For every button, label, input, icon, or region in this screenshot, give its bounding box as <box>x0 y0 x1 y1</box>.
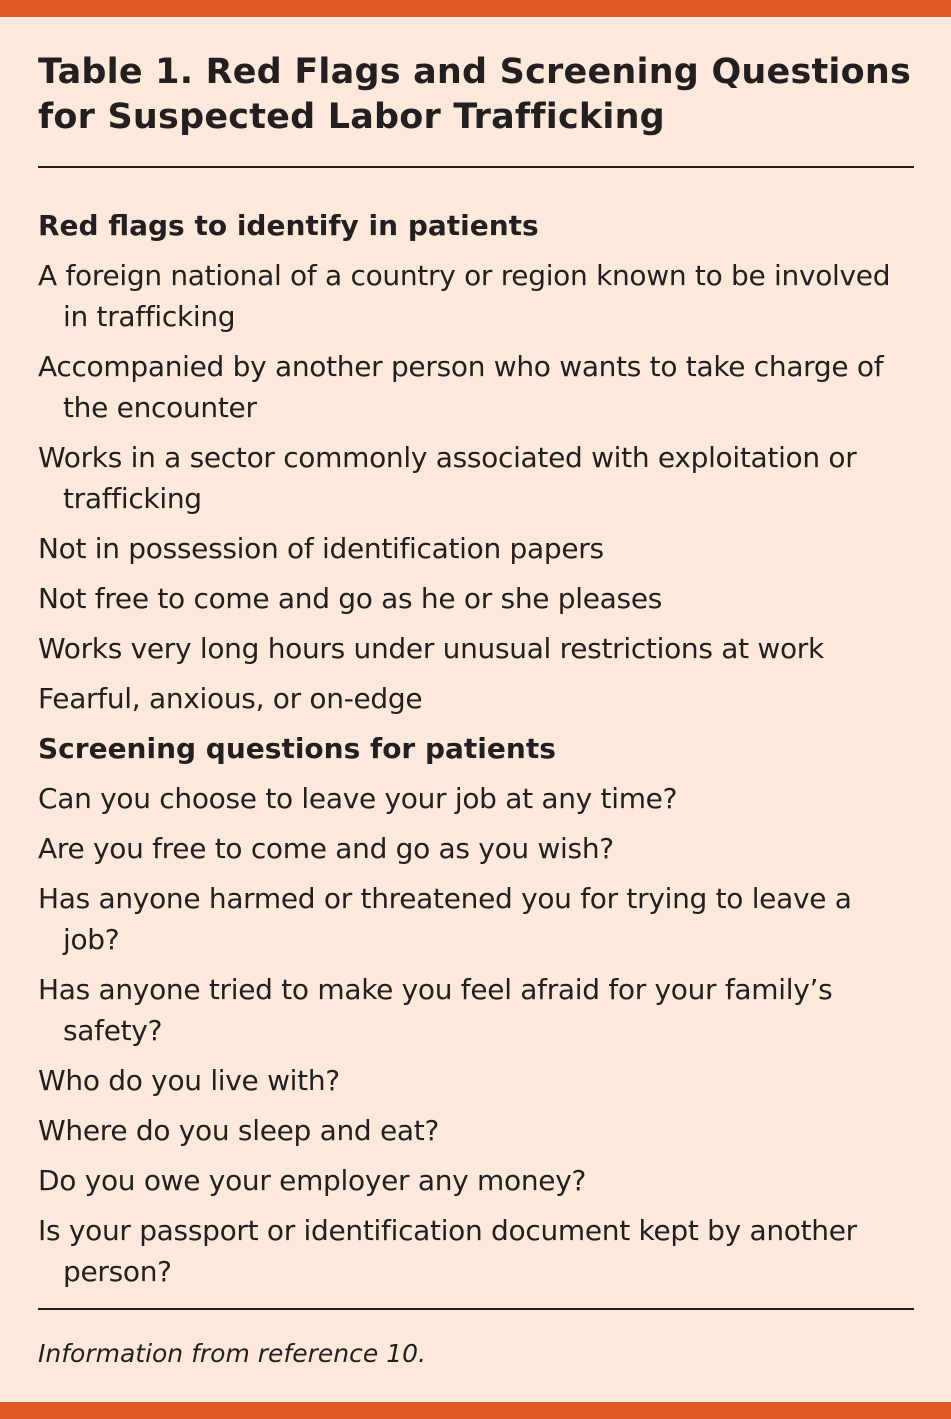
screening-questions-list <box>38 778 914 1292</box>
list-item: Not in possession of identification papers <box>38 532 604 565</box>
list-item: Fearful, anxious, or on-edge <box>38 682 423 715</box>
list-item: Who do you live with? <box>38 1064 340 1097</box>
list-item: Is your passport or identification document kept by another person? <box>38 1214 857 1288</box>
screening-questions-heading: Screening questions for patients <box>38 732 556 765</box>
list-item: Not free to come and go as he or she pleases <box>38 582 663 615</box>
list-item: Do you owe your employer any money? <box>38 1164 587 1197</box>
list-item: A foreign national of a country or region known to be involved in trafficking <box>38 259 891 333</box>
list-item: Works in a sector commonly associated with exploitation or trafficking <box>38 441 857 515</box>
table-title-line-1: Table 1. Red Flags and Screening Questions <box>38 52 912 92</box>
title-divider <box>38 166 914 168</box>
list-item: Has anyone harmed or threatened you for trying to leave a job? <box>38 882 852 956</box>
list-item: Accompanied by another person who wants to take charge of the encounter <box>38 350 884 424</box>
top-accent-bar <box>0 0 951 17</box>
footer-divider <box>38 1308 914 1310</box>
red-flags-list <box>38 255 914 719</box>
list-item: Works very long hours under unusual restrictions at work <box>38 632 824 665</box>
table-panel <box>38 50 914 1372</box>
table-title <box>38 50 914 140</box>
list-item: Are you free to come and go as you wish? <box>38 832 614 865</box>
bottom-accent-bar <box>0 1402 951 1419</box>
list-item: Has anyone tried to make you feel afraid for your family’s safety? <box>38 973 833 1047</box>
red-flags-heading: Red flags to identify in patients <box>38 209 539 242</box>
source-note: Information from reference 10. <box>38 1339 426 1368</box>
list-item: Where do you sleep and eat? <box>38 1114 440 1147</box>
list-item: Can you choose to leave your job at any time? <box>38 782 678 815</box>
table-title-line-2: for Suspected Labor Trafficking <box>38 97 665 137</box>
